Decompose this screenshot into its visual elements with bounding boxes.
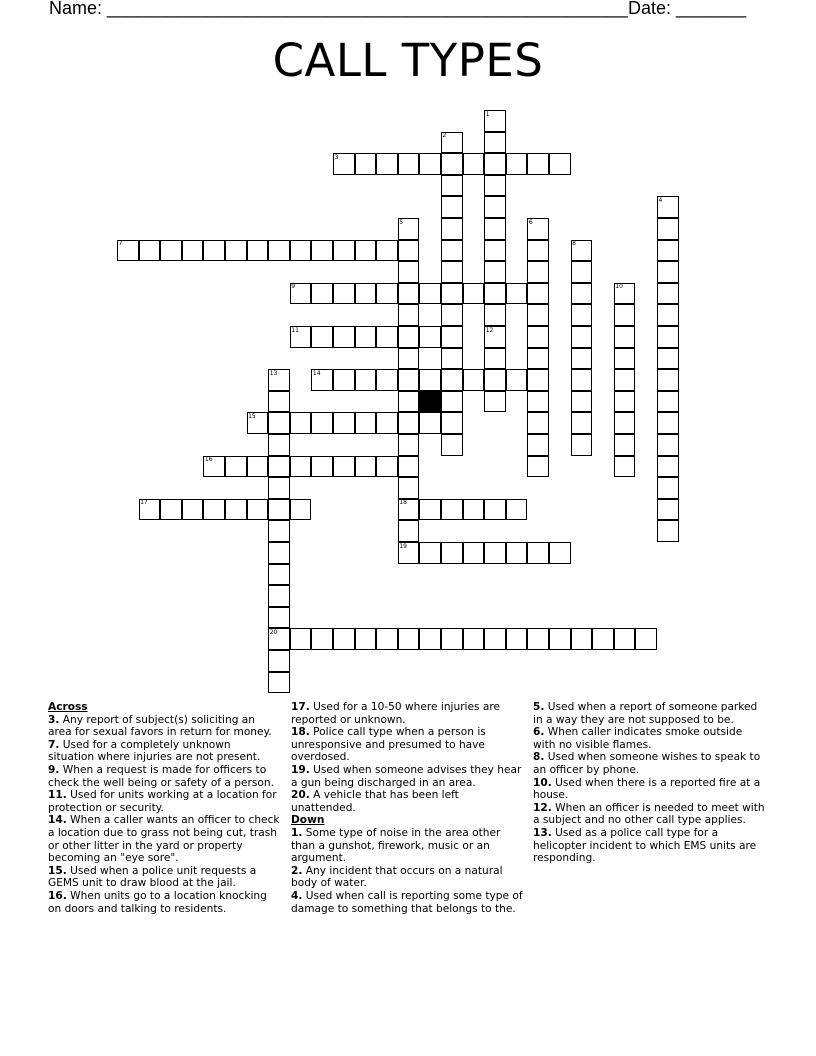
name-field[interactable]: Name: ____________________________________________________	[49, 0, 628, 18]
grid-cell[interactable]	[247, 499, 269, 521]
grid-cell[interactable]	[571, 283, 593, 305]
grid-cell[interactable]	[398, 434, 420, 456]
grid-cell[interactable]	[657, 240, 679, 262]
clues-column-3	[533, 701, 765, 865]
grid-cell[interactable]	[290, 628, 312, 650]
grid-cell[interactable]	[398, 477, 420, 499]
grid-cell[interactable]	[419, 499, 441, 521]
clue-number-19: 19	[399, 542, 407, 550]
clue-across-19: 19. Used when someone advises they hear a gun being discharged in an area.	[291, 763, 522, 789]
grid-cell[interactable]	[571, 628, 593, 650]
grid-cell[interactable]	[463, 153, 485, 175]
clue-across-18: 18. Police call type when a person is unresponsive and presumed to have overdosed.	[291, 726, 486, 764]
grid-cell[interactable]	[419, 153, 441, 175]
grid-cell[interactable]	[376, 412, 398, 434]
grid-cell[interactable]	[376, 628, 398, 650]
grid-cell[interactable]	[614, 348, 636, 370]
grid-cell[interactable]	[571, 348, 593, 370]
grid-cell[interactable]	[441, 369, 463, 391]
grid-cell[interactable]	[268, 240, 290, 262]
clue-number-17: 17	[140, 499, 148, 507]
clue-down-13: 13. Used as a police call type for a helicopter incident to which EMS units are responding.	[533, 826, 757, 865]
grid-cell[interactable]	[484, 628, 506, 650]
clue-across-17: 17. Used for a 10-50 where injuries are reported or unknown.	[291, 701, 501, 726]
grid-cell[interactable]	[484, 283, 506, 305]
grid-cell[interactable]	[441, 326, 463, 348]
grid-cell[interactable]	[311, 240, 333, 262]
clues-column-2	[291, 701, 523, 915]
grid-cell[interactable]	[333, 412, 355, 434]
grid-cell[interactable]	[355, 369, 377, 391]
grid-cell[interactable]	[506, 499, 528, 521]
grid-cell[interactable]	[419, 412, 441, 434]
down-heading: Down	[291, 814, 325, 827]
grid-cell[interactable]	[484, 175, 506, 197]
grid-cell[interactable]	[268, 434, 290, 456]
grid-cell[interactable]	[290, 499, 312, 521]
grid-cell[interactable]	[290, 240, 312, 262]
grid-cell[interactable]	[355, 283, 377, 305]
grid-cell[interactable]	[441, 499, 463, 521]
grid-cell[interactable]	[268, 412, 290, 434]
grid-cell[interactable]	[333, 456, 355, 478]
clue-number-20: 20	[269, 628, 278, 636]
clue-number-6: 6	[528, 218, 533, 226]
grid-cell[interactable]	[506, 283, 528, 305]
grid-cell[interactable]	[484, 369, 506, 391]
clue-across-11: 11. Used for units working at a location for protection or security.	[48, 789, 277, 814]
grid-cell[interactable]	[225, 456, 247, 478]
grid-cell[interactable]	[527, 542, 549, 564]
grid-cell[interactable]	[355, 326, 377, 348]
grid-cell[interactable]	[182, 240, 204, 262]
grid-cell[interactable]	[268, 564, 290, 586]
grid-cell[interactable]	[419, 628, 441, 650]
grid-cell[interactable]	[484, 132, 506, 154]
clue-number-2: 2	[442, 132, 447, 140]
grid-cell[interactable]	[657, 499, 679, 521]
clue-across-15: 15. Used when a police unit requests a GEMS unit to draw blood at the jail.	[48, 864, 257, 890]
grid-cell[interactable]	[311, 456, 333, 478]
clue-number-18: 18	[399, 499, 407, 507]
grid-cell[interactable]	[376, 456, 398, 478]
grid-cell[interactable]	[441, 240, 463, 262]
clue-number-4: 4	[658, 196, 663, 204]
grid-cell[interactable]	[657, 456, 679, 478]
grid-cell[interactable]	[268, 477, 290, 499]
grid-cell[interactable]	[635, 628, 657, 650]
grid-cell[interactable]	[484, 218, 506, 240]
grid-cell[interactable]	[614, 326, 636, 348]
date-field[interactable]: Date: _______	[628, 0, 747, 18]
clue-number-10: 10	[615, 283, 623, 291]
grid-cell[interactable]	[527, 261, 549, 283]
grid-cell[interactable]	[160, 240, 182, 262]
clue-number-12: 12	[485, 326, 494, 334]
page-title: CALL TYPES	[272, 34, 544, 87]
grid-cell[interactable]	[527, 304, 549, 326]
clue-number-14: 14	[312, 369, 321, 377]
grid-cell[interactable]	[268, 499, 290, 521]
clue-down-6: 6. When caller indicates smoke outside with no visible flames.	[533, 726, 743, 751]
grid-cell[interactable]	[614, 434, 636, 456]
clue-across-9: 9. When a request is made for officers to check the well being or safety of a person.	[48, 763, 274, 789]
grid-cell[interactable]	[441, 218, 463, 240]
grid-cell[interactable]	[398, 261, 420, 283]
grid-cell[interactable]	[463, 542, 485, 564]
grid-cell[interactable]	[527, 412, 549, 434]
grid-cell[interactable]	[398, 304, 420, 326]
grid-cell[interactable]	[484, 261, 506, 283]
grid-cell[interactable]	[355, 240, 377, 262]
grid-cell[interactable]	[376, 283, 398, 305]
grid-cell[interactable]	[463, 283, 485, 305]
grid-cell[interactable]	[657, 218, 679, 240]
grid-cell[interactable]	[484, 499, 506, 521]
grid-cell[interactable]	[441, 153, 463, 175]
grid-cell[interactable]	[441, 175, 463, 197]
grid-cell[interactable]	[225, 499, 247, 521]
grid-cell[interactable]	[657, 261, 679, 283]
grid-cell[interactable]	[203, 499, 225, 521]
grid-cell[interactable]	[398, 520, 420, 542]
grid-cell[interactable]	[571, 412, 593, 434]
grid-cell[interactable]	[463, 369, 485, 391]
grid-cell[interactable]	[268, 391, 290, 413]
grid-cell[interactable]	[398, 240, 420, 262]
clue-number-3: 3	[334, 153, 339, 161]
clue-number-16: 16	[204, 456, 213, 464]
grid-cell[interactable]	[311, 628, 333, 650]
grid-cell[interactable]	[614, 628, 636, 650]
grid-cell[interactable]	[268, 456, 290, 478]
grid-cell[interactable]	[571, 304, 593, 326]
grid-cell[interactable]	[657, 434, 679, 456]
grid-cell[interactable]	[484, 196, 506, 218]
grid-cell[interactable]	[571, 369, 593, 391]
grid-cell[interactable]	[657, 412, 679, 434]
clue-number-8: 8	[572, 240, 576, 248]
grid-cell[interactable]	[398, 628, 420, 650]
grid-cell[interactable]	[527, 434, 549, 456]
grid-cell[interactable]	[484, 542, 506, 564]
clue-down-5: 5. Used when a report of someone parked in a way they are not supposed to be.	[533, 701, 758, 726]
grid-cell[interactable]	[268, 520, 290, 542]
grid-cell[interactable]	[441, 628, 463, 650]
grid-cell[interactable]	[506, 369, 528, 391]
clue-number-11: 11	[291, 326, 299, 334]
grid-cell[interactable]	[398, 369, 420, 391]
grid-cell[interactable]	[268, 672, 290, 694]
clue-across-3: 3. Any report of subject(s) soliciting an area for sexual favors in return for money.	[48, 713, 272, 739]
grid-cell[interactable]	[571, 434, 593, 456]
grid-cell[interactable]	[247, 456, 269, 478]
grid-cell[interactable]	[419, 369, 441, 391]
grid-cell[interactable]	[333, 628, 355, 650]
grid-cell[interactable]	[376, 326, 398, 348]
grid-cell[interactable]	[398, 348, 420, 370]
clue-number-7: 7	[118, 240, 123, 248]
grid-cell[interactable]	[160, 499, 182, 521]
grid-cell[interactable]	[614, 304, 636, 326]
grid-cell[interactable]	[484, 153, 506, 175]
grid-cell[interactable]	[398, 326, 420, 348]
grid-cell[interactable]	[614, 369, 636, 391]
grid-cell[interactable]	[441, 434, 463, 456]
grid-cell[interactable]	[376, 240, 398, 262]
grid-cell[interactable]	[484, 304, 506, 326]
grid-cell[interactable]	[139, 240, 161, 262]
grid-cell[interactable]	[419, 326, 441, 348]
grid-cell[interactable]	[463, 499, 485, 521]
grid-cell[interactable]	[355, 456, 377, 478]
grid-cell[interactable]	[571, 391, 593, 413]
grid-cell[interactable]	[527, 240, 549, 262]
grid-cell[interactable]	[614, 456, 636, 478]
grid-cell[interactable]	[398, 391, 420, 413]
grid-cell[interactable]	[484, 240, 506, 262]
grid-cell[interactable]	[657, 477, 679, 499]
clue-down-1: 1. Some type of noise in the area other than a gunshot, firework, music or an argument.	[291, 826, 501, 865]
grid-cell[interactable]	[527, 456, 549, 478]
grid-cell[interactable]	[268, 585, 290, 607]
clue-across-16: 16. When units go to a location knocking on doors and talking to residents.	[48, 889, 267, 915]
grid-cell[interactable]	[333, 369, 355, 391]
grid-cell[interactable]	[657, 283, 679, 305]
grid-cell[interactable]	[419, 542, 441, 564]
grid-cell[interactable]	[268, 542, 290, 564]
grid-cell[interactable]	[506, 153, 528, 175]
clue-number-5: 5	[399, 218, 404, 226]
grid-cell[interactable]	[398, 456, 420, 478]
grid-cell[interactable]	[527, 369, 549, 391]
grid-cell[interactable]	[527, 628, 549, 650]
grid-cell[interactable]	[527, 283, 549, 305]
grid-cell[interactable]	[441, 348, 463, 370]
grid-cell[interactable]	[268, 650, 290, 672]
grid-cell[interactable]	[355, 153, 377, 175]
grid-cell[interactable]	[333, 326, 355, 348]
grid-cell[interactable]	[441, 196, 463, 218]
grid-cell[interactable]	[441, 391, 463, 413]
grid-cell[interactable]	[225, 240, 247, 262]
grid-cell[interactable]	[614, 391, 636, 413]
black-square	[419, 391, 441, 413]
grid-cell[interactable]	[311, 326, 333, 348]
grid-cell[interactable]	[506, 542, 528, 564]
clue-down-4: 4. Used when call is reporting some type of damage to something that belongs to the.	[291, 889, 523, 915]
grid-cell[interactable]	[333, 240, 355, 262]
grid-cell[interactable]	[398, 412, 420, 434]
grid-cell[interactable]	[527, 391, 549, 413]
grid-cell[interactable]	[549, 628, 571, 650]
grid-cell[interactable]	[268, 607, 290, 629]
grid-cell[interactable]	[549, 542, 571, 564]
grid-cell[interactable]	[657, 304, 679, 326]
grid-cell[interactable]	[463, 628, 485, 650]
grid-cell[interactable]	[657, 348, 679, 370]
grid-cell[interactable]	[441, 412, 463, 434]
grid-cell[interactable]	[527, 326, 549, 348]
grid-cell[interactable]	[441, 542, 463, 564]
grid-cell[interactable]	[247, 240, 269, 262]
grid-cell[interactable]	[506, 628, 528, 650]
grid-cell[interactable]	[527, 153, 549, 175]
grid-cell[interactable]	[549, 153, 571, 175]
grid-cell[interactable]	[203, 240, 225, 262]
clues-column-1	[48, 701, 280, 915]
grid-cell[interactable]	[376, 153, 398, 175]
clue-number-15: 15	[248, 412, 256, 420]
grid-cell[interactable]	[355, 628, 377, 650]
clue-across-20: 20. A vehicle that has been left unattended.	[291, 789, 459, 814]
grid-cell[interactable]	[657, 369, 679, 391]
grid-cell[interactable]	[355, 412, 377, 434]
grid-cell[interactable]	[311, 283, 333, 305]
clue-number-9: 9	[291, 283, 296, 291]
grid-cell[interactable]	[333, 283, 355, 305]
clue-number-13: 13	[269, 369, 278, 377]
grid-cell[interactable]	[527, 348, 549, 370]
clue-number-1: 1	[485, 110, 490, 118]
grid-cell[interactable]	[484, 391, 506, 413]
across-heading: Across	[48, 701, 88, 713]
grid-cell[interactable]	[376, 369, 398, 391]
grid-cell[interactable]	[441, 261, 463, 283]
grid-cell[interactable]	[657, 520, 679, 542]
grid-cell[interactable]	[290, 412, 312, 434]
clue-down-12: 12. When an officer is needed to meet with a subject and no other call type applies.	[533, 801, 765, 827]
grid-cell[interactable]	[419, 283, 441, 305]
grid-cell[interactable]	[441, 283, 463, 305]
grid-cell[interactable]	[182, 499, 204, 521]
grid-cell[interactable]	[614, 412, 636, 434]
grid-cell[interactable]	[484, 348, 506, 370]
grid-cell[interactable]	[592, 628, 614, 650]
grid-cell[interactable]	[657, 326, 679, 348]
grid-cell[interactable]	[398, 153, 420, 175]
clue-across-14: 14. When a caller wants an officer to check a location due to grass not being cut, trash or other litter in the yard or property becoming an "eye sore".	[48, 814, 280, 865]
grid-cell[interactable]	[441, 304, 463, 326]
clue-across-7: 7. Used for a completely unknown situation where injuries are not present.	[48, 738, 261, 764]
grid-cell[interactable]	[398, 283, 420, 305]
grid-cell[interactable]	[311, 412, 333, 434]
grid-cell[interactable]	[657, 391, 679, 413]
grid-cell[interactable]	[571, 326, 593, 348]
clue-down-8: 8. Used when someone wishes to speak to an officer by phone.	[533, 751, 761, 776]
clue-down-2: 2. Any incident that occurs on a natural body of water.	[291, 864, 503, 890]
grid-cell[interactable]	[571, 261, 593, 283]
grid-cell[interactable]	[290, 456, 312, 478]
clue-down-10: 10. Used when there is a reported fire at a house.	[533, 776, 761, 802]
